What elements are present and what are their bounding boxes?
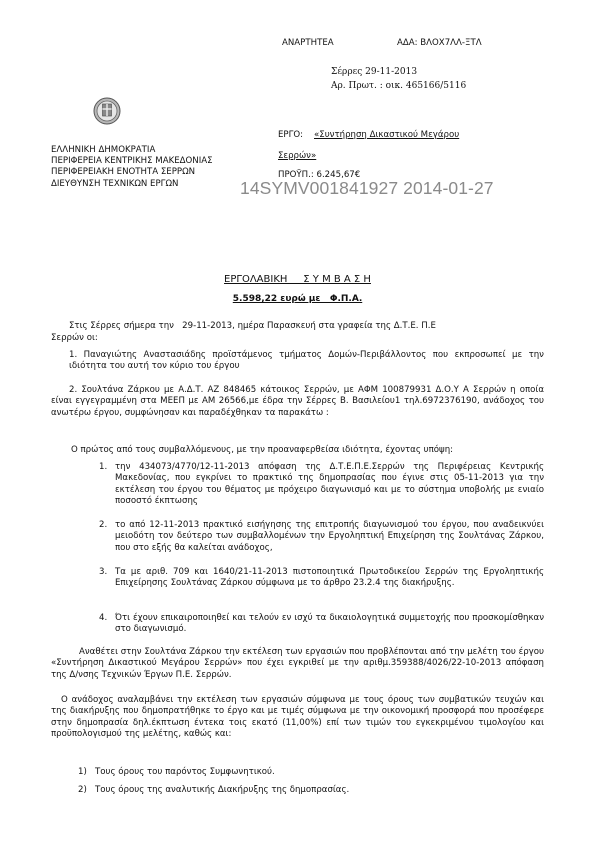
list-item: την 434073/4770/12-11-2013 απόφαση της Δ.Τ.Ε.Π.Ε.Σερρών της Περιφέρειας Κεντρικής Μακεδονίας, που εγκρίνει το πρακτικό της δημοπρασίας που έγινε στις 05-11-2013 για την εκτέλεση του έργου του θέματος με πρόχειρο διαγωνισμό και με το σύστημα υποβολής με ενιαίο ποσοστό έκπτωσης: [115, 462, 544, 506]
list-item-number: 2.: [99, 520, 108, 530]
protocol-line: Αρ. Πρωτ. : οικ. 465166/5116: [331, 81, 467, 91]
list-item: Ότι έχουν επικαιροποιηθεί και τελούν εν ισχύ τα δικαιολογητικά συμμετοχής που προσκομίσθηκαν στο διαγωνισμό.: [115, 613, 544, 635]
party-2-paragraph: 2. Σουλτάνα Ζάρκου με Α.Δ.Τ. ΑΖ 848465 κάτοικος Σερρών, με ΑΦΜ 100879931 Δ.Ο.Υ Α Σερρών η οποία είναι εγγεγραμμένη στα ΜΕΕΠ με ΑΜ 26566,με έδρα την Σέρρες Β. Βασιλείου1 τηλ.6972376190, ανάδοχος του ανωτέρω έργου, συμφώνησαν και παραδέχθηκαν τα παρακάτω :: [51, 385, 544, 418]
assignment-paragraph: Αναθέτει στην Σουλτάνα Ζάρκου την εκτέλεση των εργασιών που προβλέπονται από την μελέτη του έργου «Συντήρηση Δικαστικού Μεγάρου Σερρών» που έχει εγκριθεί με την αριθμ.359388/4026/22-10-2013 απόφαση της Δ/νσης Τεχνικών Έργων Π.Ε. Σερρών.: [51, 647, 544, 680]
project-name-part1: «Συντήρηση Δικαστικού Μεγάρου: [314, 130, 460, 140]
project-budget: ΠΡΟΫΠ.: 6.245,67€: [278, 170, 361, 180]
first-party-line: Ο πρώτος από τους συμβαλλόμενους, με την προαναφερθείσα ιδιότητα, έχοντας υπόψη:: [71, 445, 454, 455]
list-item: Τα με αριθ. 709 και 1640/21-11-2013 πιστοποιητικά Πρωτοδικείου Σερρών της Εργοληπτικής Επιχείρησης Σουλτάνας Ζάρκου σύμφωνα με το άρθρο 23.2.4 της διακήρυξης.: [115, 567, 544, 589]
contract-amount: 5.598,22 ευρώ με Φ.Π.Α.: [232, 294, 363, 304]
posted-label: ΑΝΑΡΤΗΤΕΑ: [282, 38, 334, 48]
contract-title: ΕΡΓΟΛΑΒΙΚΗ Σ Υ Μ Β Α Σ Η: [224, 274, 371, 285]
term-number: 2): [78, 785, 87, 795]
date-line: Σέρρες 29-11-2013: [331, 67, 418, 77]
authority-line-2: ΠΕΡΙΦΕΡΕΙΑ ΚΕΝΤΡΙΚΗΣ ΜΑΚΕΔΟΝΙΑΣ: [51, 156, 213, 166]
project-name-part2: Σερρών»: [278, 151, 317, 161]
term-number: 1): [78, 767, 87, 777]
intro-line-1: Στις Σέρρες σήμερα την 29-11-2013, ημέρα Παρασκευή στα γραφεία της Δ.Τ.Ε. Π.Ε: [69, 321, 436, 331]
authority-line-4: ΔΙΕΥΘΥΝΣΗ ΤΕΧΝΙΚΩΝ ΕΡΓΩΝ: [51, 179, 179, 189]
intro-line-2: Σερρών οι:: [51, 333, 98, 343]
project-label: ΕΡΓΟ:: [278, 130, 304, 140]
party-1-paragraph: 1. Παναγιώτης Αναστασιάδης προϊστάμενος τμήματος Δομών-Περιβάλλοντος που εκπροσωπεί με την ιδιότητα του αυτή τον κύριο του έργου: [69, 350, 544, 372]
contractor-paragraph: Ο ανάδοχος αναλαμβάνει την εκτέλεση των εργασιών σύμφωνα με τους όρους των συμβατικών τευχών και της διακήρυξης που δημοπρατήθηκε το έργο και με τιμές σύμφωνα με την οικονομική προσφορά που προσέφερε στην δημοπρασία δηλ.έκπτωση έντεκα τοις εκατό (11,00%) επί των τιμών του εγκεκριμένου τιμολογίου και προϋπολογισμού της μελέτης, καθώς και:: [51, 695, 544, 739]
term-item: Τους όρους του παρόντος Συμφωνητικού.: [95, 767, 275, 777]
list-item-number: 1.: [99, 462, 108, 472]
list-item: το από 12-11-2013 πρακτικό εισήγησης της επιτροπής διαγωνισμού του έργου, που αναδεικνύει μειοδότη τον δεύτερο των συμβαλλομένων την Εργοληπτική Επιχείρηση της Σουλτάνας Ζάρκου, που στο εξής θα καλείται ανάδοχος,: [115, 520, 544, 553]
list-item-number: 3.: [99, 567, 108, 577]
greek-emblem-icon: [93, 97, 121, 125]
term-item: Τους όρους της αναλυτικής Διακήρυξης της δημοπρασίας.: [95, 785, 350, 795]
authority-line-3: ΠΕΡΙΦΕΡΕΙΑΚΗ ΕΝΟΤΗΤΑ ΣΕΡΡΩΝ: [51, 167, 196, 177]
registry-stamp: 14SYMV001841927 2014-01-27: [240, 178, 494, 198]
list-item-number: 4.: [99, 613, 108, 623]
authority-line-1: ΕΛΛΗΝΙΚΗ ΔΗΜΟΚΡΑΤΙΑ: [51, 145, 156, 155]
ada-code: ΑΔΑ: ΒΛΟΧ7ΛΛ-ΞΤΛ: [397, 38, 482, 48]
